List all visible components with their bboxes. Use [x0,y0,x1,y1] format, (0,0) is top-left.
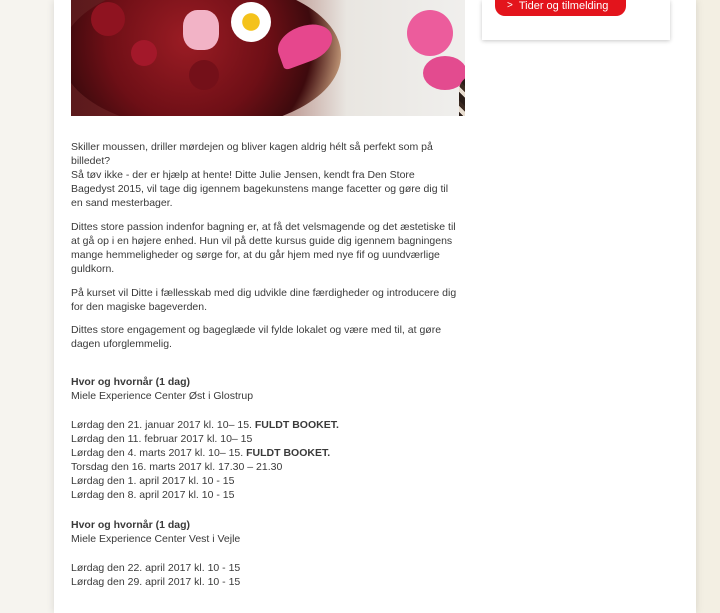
chevron-right-icon: > [507,0,513,11]
date-item: Lørdag den 8. april 2017 kl. 10 - 15 [71,489,235,501]
signup-button-label: Tider og tilmelding [518,0,609,12]
location-place: Miele Experience Center Vest i Vejle [71,533,241,545]
berry [91,2,125,36]
text-line: for den magiske bageverden. [71,301,208,313]
text-line: at gå op i en højere enhed. Hun vil på dette kursus guide dig igennem bagningens [71,235,453,247]
portrait-photo [459,0,465,116]
location-heading: Hvor og hvornår (1 dag) [71,519,191,531]
location-west-dates [71,561,471,589]
text-line: Så tøv ikke - der er hjælp at hente! Ditte Julie Jensen, kendt fra Den Store [71,169,415,181]
location-heading: Hvor og hvornår (1 dag) [71,376,191,388]
text-line: Skiller moussen, driller mørdejen og bliver kagen aldrig hélt så perfekt som på [71,141,433,153]
location-east-section [71,375,471,403]
date-item: Lørdag den 22. april 2017 kl. 10 - 15 [71,562,241,574]
course-paragraph [71,286,471,314]
date-item: Lørdag den 29. april 2017 kl. 10 - 15 [71,576,241,588]
text-line: Bagedyst 2015, vil tage dig igennem bagekunstens mange facetter og gøre dig til [71,183,449,195]
booking-status: FULDT BOOKET. [246,447,331,459]
intro-paragraph [71,140,471,210]
text-line: På kurset vil Ditte i fællesskab med dig udvikle dine færdigheder og introducere dig [71,287,457,299]
text-line: billedet? [71,155,111,167]
engagement-paragraph [71,323,471,351]
berry [131,40,157,66]
daisy-flower [231,2,271,42]
flower-petal [407,10,453,56]
passion-paragraph [71,220,471,276]
date-item: Lørdag den 4. marts 2017 kl. 10– 15. FULDT BOOKET. [71,447,331,459]
location-west-section [71,518,471,546]
date-item: Torsdag den 16. marts 2017 kl. 17.30 – 21.30 [71,461,283,473]
booking-status: FULDT BOOKET. [254,419,339,431]
text-line: guldkorn. [71,263,115,275]
text-line: dagen uforglemmelig. [71,338,172,350]
text-line: Dittes store engagement og bageglæde vil fylde lokalet og være med til, at gøre [71,324,442,336]
page-background-left [0,0,54,613]
location-place: Miele Experience Center Øst i Glostrup [71,390,254,402]
date-item: Lørdag den 1. april 2017 kl. 10 - 15 [71,475,235,487]
signup-button[interactable] [495,0,626,16]
location-east-dates [71,418,471,502]
date-item: Lørdag den 21. januar 2017 kl. 10– 15. FULDT BOOKET. [71,419,339,431]
text-line: mange hemmeligheder og sørge for, at du går hjem med nye fif og uundværlige [71,249,440,261]
portrait-body [459,70,465,116]
text-line: en sand mesterbager. [71,197,173,209]
text-line: Dittes store passion indenfor bagning er, at få det velsmagende og det æstetiske til [71,221,456,233]
date-item: Lørdag den 11. februar 2017 kl. 10– 15 [71,433,253,445]
hero-image [71,0,465,116]
berry [189,60,219,90]
flower [183,10,219,50]
